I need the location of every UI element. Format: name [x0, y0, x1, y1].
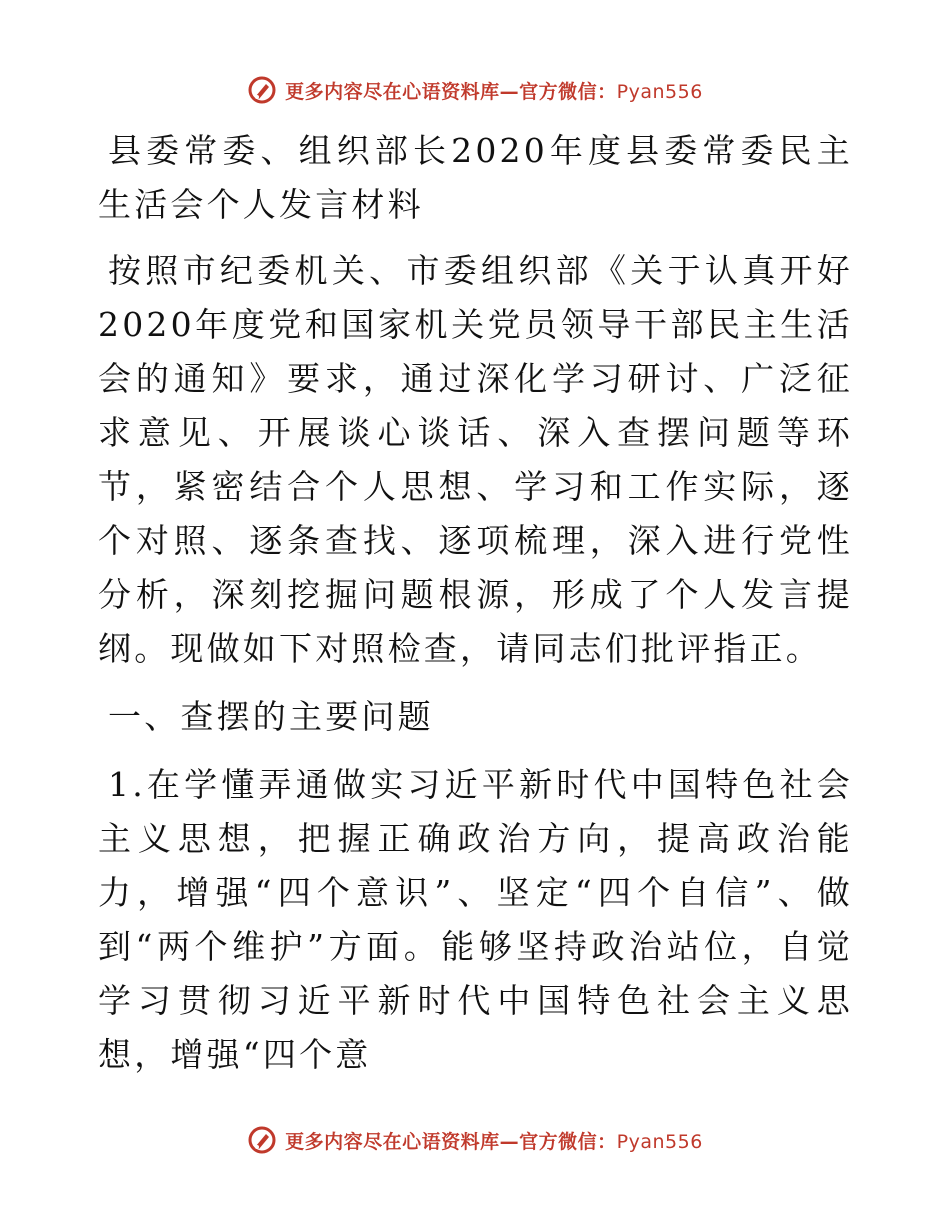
section-heading: 一、查摆的主要问题	[108, 697, 434, 736]
intro-paragraph: 按照市纪委机关、市委组织部《关于认真开好2020年度党和国家机关党员领导干部民主生活会的通知》要求，通过深化学习研讨、广泛征求意见、开展谈心谈话、深入查摆问题等环节，紧密结合个人思想、学习和工作实际，逐个对照、逐条查找、逐项梳理，深入进行党性分析，深刻挖掘问题根源，形成了个人发言提纲。现做如下对照检查，请同志们批评指正。	[98, 251, 853, 668]
document-body	[98, 124, 853, 1096]
watermark-text: 更多内容尽在心语资料库—官方微信：Pyan556	[285, 80, 703, 103]
item-paragraph: 1.在学懂弄通做实习近平新时代中国特色社会主义思想，把握正确政治方向，提高政治能力，增强“四个意识”、坚定“四个自信”、做到“两个维护”方面。能够坚持政治站位，自觉学习贯彻习近平新时代中国特色社会主义思想，增强“四个意	[98, 765, 853, 1074]
watermark-wechat-id: Pyan556	[616, 80, 703, 103]
pen-logo-icon	[247, 75, 277, 105]
watermark-text: 更多内容尽在心语资料库—官方微信：Pyan556	[285, 1130, 703, 1153]
watermark-footer	[0, 1120, 950, 1160]
pen-logo-icon	[247, 1125, 277, 1155]
watermark-header	[0, 70, 950, 110]
watermark-wechat-id: Pyan556	[616, 1130, 703, 1153]
document-title: 县委常委、组织部长2020年度县委常委民主生活会个人发言材料	[98, 131, 853, 224]
